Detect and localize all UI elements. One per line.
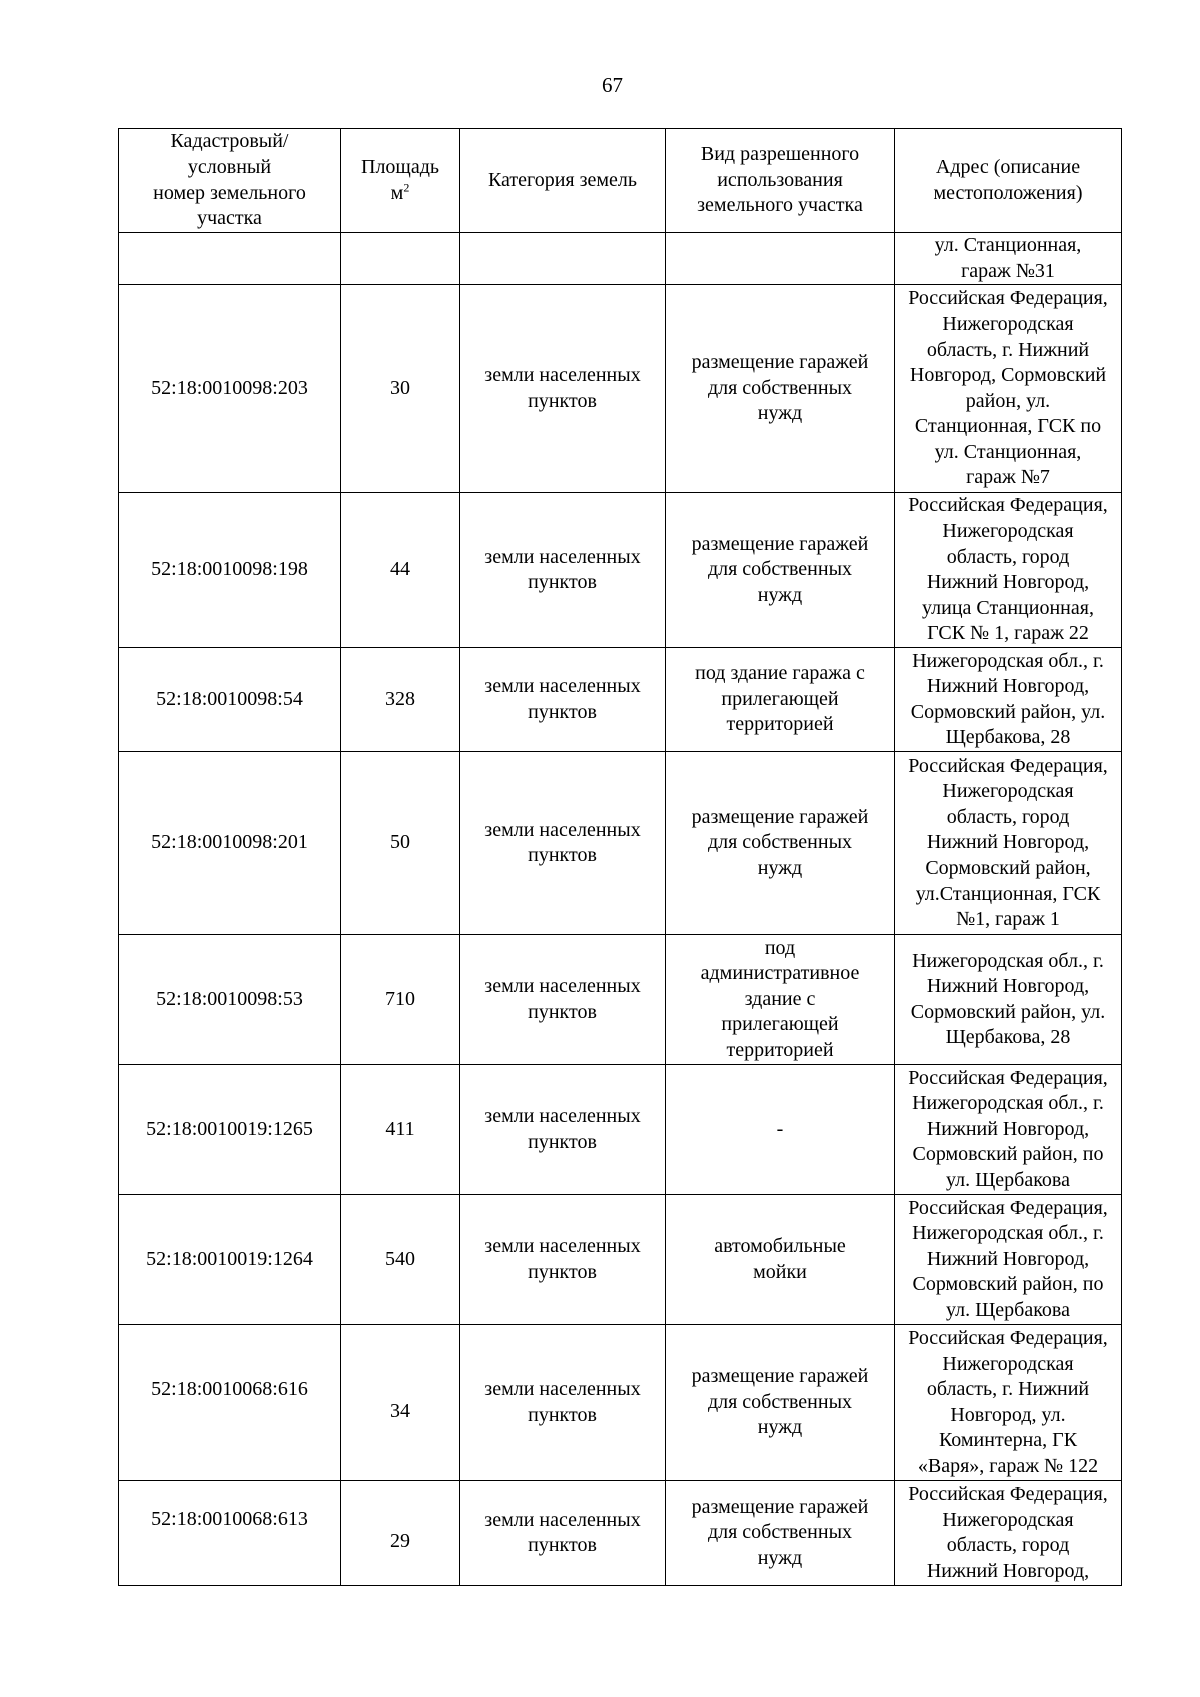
area-cell: 540 bbox=[341, 1195, 460, 1325]
land-category-cell bbox=[460, 233, 666, 285]
address-cell: Российская Федерация, Нижегородская область, город Нижний Новгород, Сормовский район, ул.Станционная, ГСК №1, гараж 1 bbox=[895, 752, 1122, 935]
permitted-use-cell: под здание гаража с прилегающей территорией bbox=[666, 648, 895, 752]
address-cell: Российская Федерация, Нижегородская область, г. Нижний Новгород, Сормовский район, ул. Станционная, ГСК по ул. Станционная, гараж №7 bbox=[895, 285, 1122, 493]
permitted-use-cell: - bbox=[666, 1065, 895, 1195]
table-header-row bbox=[119, 129, 1122, 233]
permitted-use-cell bbox=[666, 233, 895, 285]
land-category-cell: земли населенных пунктов bbox=[460, 493, 666, 648]
table-row bbox=[119, 285, 1122, 493]
table-row bbox=[119, 233, 1122, 285]
cadastral-number-cell: 52:18:0010098:203 bbox=[119, 285, 341, 493]
land-category-cell: земли населенных пунктов bbox=[460, 285, 666, 493]
table-row bbox=[119, 493, 1122, 648]
cadastral-number-cell: 52:18:0010019:1264 bbox=[119, 1195, 341, 1325]
land-category-cell: земли населенных пунктов bbox=[460, 752, 666, 935]
area-cell: 29 bbox=[341, 1481, 460, 1586]
permitted-use-cell: автомобильные мойки bbox=[666, 1195, 895, 1325]
address-cell: Российская Федерация, Нижегородская область, город Нижний Новгород, bbox=[895, 1481, 1122, 1586]
address-cell: Российская Федерация, Нижегородская область, город Нижний Новгород, улица Станционная, ГСК № 1, гараж 22 bbox=[895, 493, 1122, 648]
area-cell: 411 bbox=[341, 1065, 460, 1195]
permitted-use-cell: размещение гаражей для собственных нужд bbox=[666, 285, 895, 493]
cadastral-number-cell: 52:18:0010098:201 bbox=[119, 752, 341, 935]
land-category-cell: земли населенных пунктов bbox=[460, 1195, 666, 1325]
table-row bbox=[119, 1481, 1122, 1586]
permitted-use-cell: размещение гаражей для собственных нужд bbox=[666, 1481, 895, 1586]
permitted-use-cell: под административное здание с прилегающей территорией bbox=[666, 935, 895, 1065]
table-row bbox=[119, 752, 1122, 935]
permitted-use-cell: размещение гаражей для собственных нужд bbox=[666, 493, 895, 648]
area-cell: 44 bbox=[341, 493, 460, 648]
permitted-use-cell: размещение гаражей для собственных нужд bbox=[666, 1325, 895, 1481]
header-cadastral-number: Кадастровый/ условный номер земельного участка bbox=[119, 129, 341, 233]
cadastral-number-cell: 52:18:0010098:54 bbox=[119, 648, 341, 752]
area-cell: 710 bbox=[341, 935, 460, 1065]
header-area-superscript: 2 bbox=[403, 179, 410, 194]
area-cell bbox=[341, 233, 460, 285]
table-row bbox=[119, 648, 1122, 752]
cadastral-number-cell: 52:18:0010068:616 bbox=[119, 1325, 341, 1481]
table-row bbox=[119, 935, 1122, 1065]
address-cell: Российская Федерация, Нижегородская обл., г. Нижний Новгород, Сормовский район, по ул. Щербакова bbox=[895, 1065, 1122, 1195]
land-category-cell: земли населенных пунктов bbox=[460, 1481, 666, 1586]
table-row bbox=[119, 1195, 1122, 1325]
header-permitted-use: Вид разрешенного использования земельного участка bbox=[666, 129, 895, 233]
land-category-cell: земли населенных пунктов bbox=[460, 1325, 666, 1481]
table-row bbox=[119, 1325, 1122, 1481]
header-address: Адрес (описание местоположения) bbox=[895, 129, 1122, 233]
land-category-cell: земли населенных пунктов bbox=[460, 1065, 666, 1195]
address-cell: Российская Федерация, Нижегородская область, г. Нижний Новгород, ул. Коминтерна, ГК «Варя», гараж № 122 bbox=[895, 1325, 1122, 1481]
area-cell: 328 bbox=[341, 648, 460, 752]
address-cell: ул. Станционная, гараж №31 bbox=[895, 233, 1122, 285]
cadastral-number-cell bbox=[119, 233, 341, 285]
area-cell: 34 bbox=[341, 1325, 460, 1481]
address-cell: Нижегородская обл., г. Нижний Новгород, Сормовский район, ул. Щербакова, 28 bbox=[895, 648, 1122, 752]
header-land-category: Категория земель bbox=[460, 129, 666, 233]
area-cell: 30 bbox=[341, 285, 460, 493]
cadastral-number-cell: 52:18:0010068:613 bbox=[119, 1481, 341, 1586]
address-cell: Нижегородская обл., г. Нижний Новгород, Сормовский район, ул. Щербакова, 28 bbox=[895, 935, 1122, 1065]
header-area-label: Площадь м bbox=[361, 155, 439, 204]
page-number: 67 bbox=[602, 73, 623, 97]
land-category-cell: земли населенных пунктов bbox=[460, 935, 666, 1065]
cadastral-number-cell: 52:18:0010098:198 bbox=[119, 493, 341, 648]
table-row bbox=[119, 1065, 1122, 1195]
cadastral-number-cell: 52:18:0010098:53 bbox=[119, 935, 341, 1065]
land-plots-table bbox=[118, 128, 1122, 1586]
land-category-cell: земли населенных пунктов bbox=[460, 648, 666, 752]
header-area bbox=[341, 129, 460, 233]
address-cell: Российская Федерация, Нижегородская обл., г. Нижний Новгород, Сормовский район, по ул. Щербакова bbox=[895, 1195, 1122, 1325]
cadastral-number-cell: 52:18:0010019:1265 bbox=[119, 1065, 341, 1195]
permitted-use-cell: размещение гаражей для собственных нужд bbox=[666, 752, 895, 935]
area-cell: 50 bbox=[341, 752, 460, 935]
